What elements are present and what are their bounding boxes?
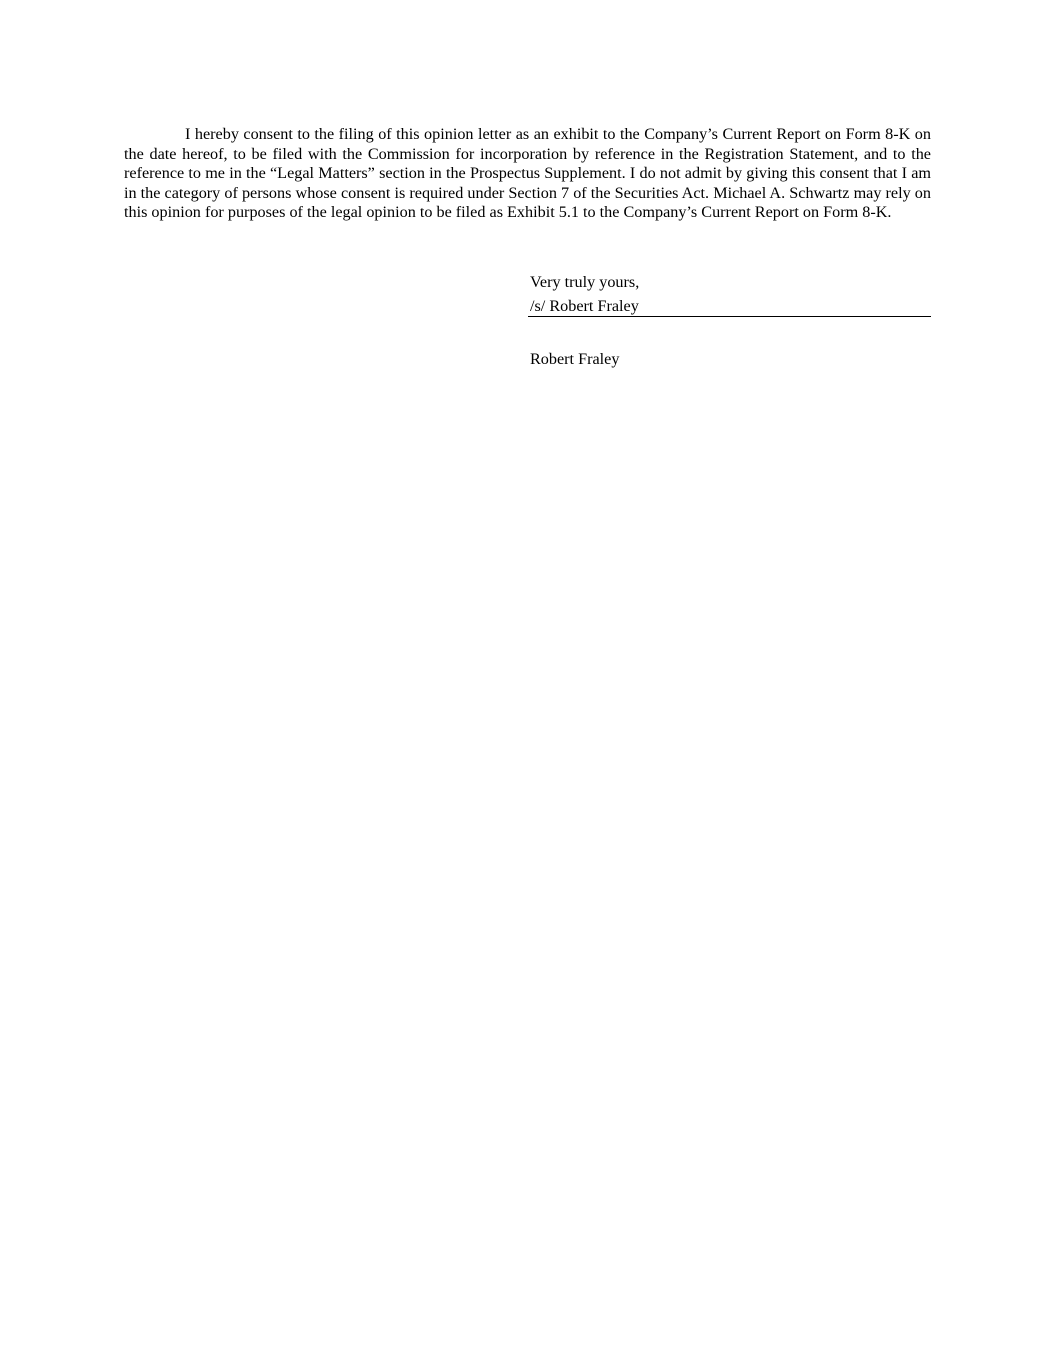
signature-line: /s/ Robert Fraley — [528, 297, 931, 317]
signer-printed-name: Robert Fraley — [530, 350, 620, 368]
consent-paragraph: I hereby consent to the filing of this opinion letter as an exhibit to the Company’s Current Report on Form 8-K on the date hereof, to be filed with the Commission for incorporation by reference in the Registration Statement, and to the reference to me in the “Legal Matters” section in the Prospectus Supplement. I do not admit by giving this consent that I am in the category of persons whose consent is required under Section 7 of the Securities Act. Michael A. Schwartz may rely on this opinion for purposes of the legal opinion to be filed as Exhibit 5.1 to the Company’s Current Report on Form 8-K. — [124, 125, 931, 222]
closing-salutation: Very truly yours, — [530, 273, 640, 291]
closing-block — [528, 272, 931, 369]
